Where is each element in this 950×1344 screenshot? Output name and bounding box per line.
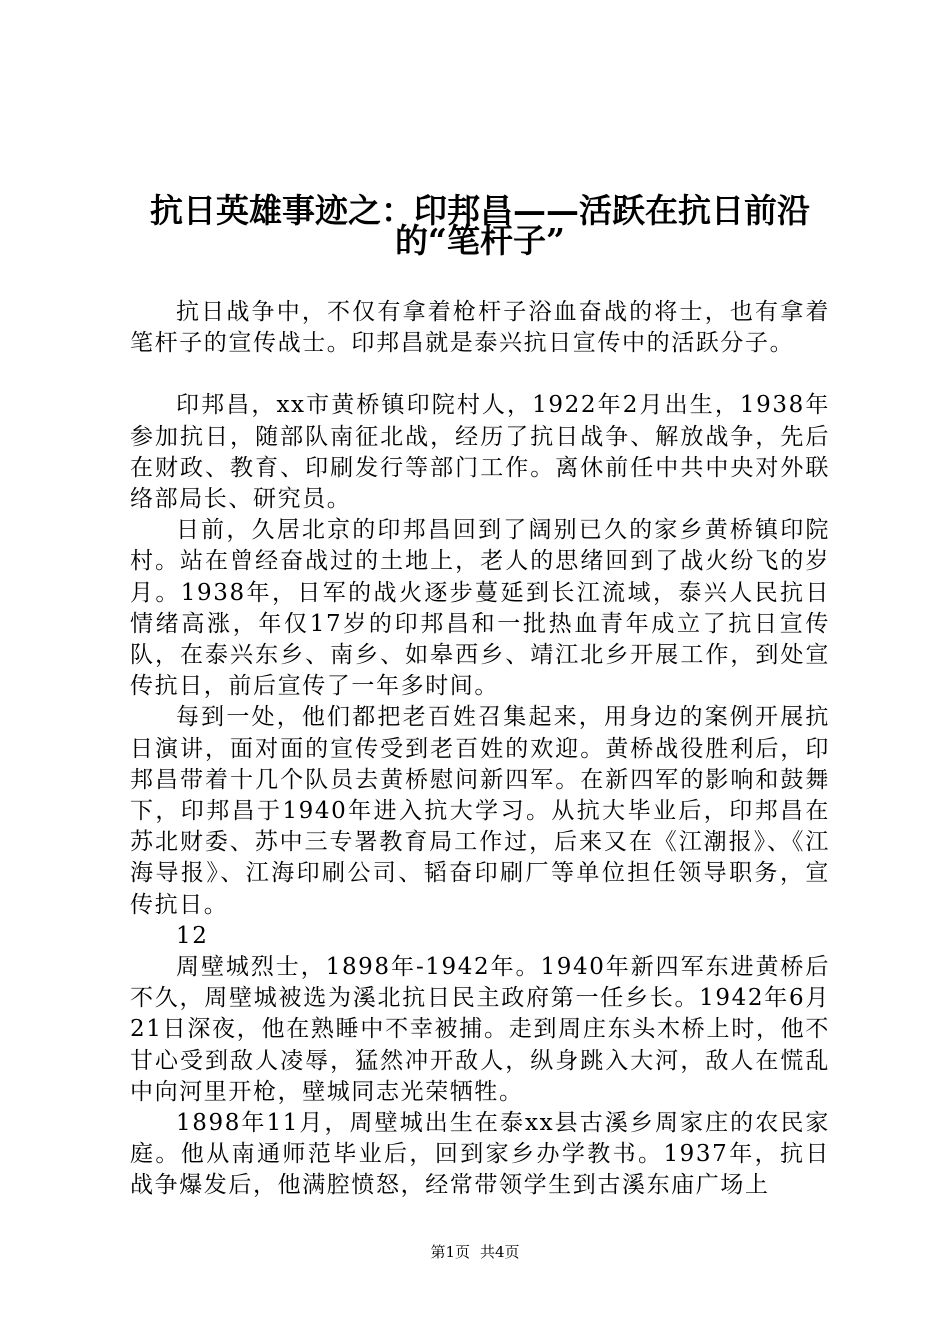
paragraph-zhou-bicheng-early-life: 1898年11月，周壁城出生在泰xx县古溪乡周家庄的农民家庭。他从南通师范毕业后，回到家乡办学教书。1937年，抗日战争爆发后，他满腔愤怒，经常带领学生到古溪东庙广场上 <box>130 1110 830 1199</box>
document-title-line-1: 抗日英雄事迹之：印邦昌——活跃在抗日前沿 <box>150 191 810 230</box>
paragraph-biography: 印邦昌，xx市黄桥镇印院村人，1922年2月出生，1938年参加抗日，随部队南征北战，经历了抗日战争、解放战争，先后在财政、教育、印刷发行等部门工作。离休前任中共中央对外联络部局长、研究员。 <box>130 392 830 513</box>
paragraph-zhou-bicheng: 周壁城烈士，1898年-1942年。1940年新四军东进黄桥后不久，周壁城被选为溪北抗日民主政府第一任乡长。1942年6月21日深夜，他在熟睡中不幸被捕。走到周庄东头木桥上时，他不甘心受到敌人凌辱，猛然冲开敌人，纵身跳入大河，敌人在慌乱中向河里开枪，壁城同志光荣牺牲。 <box>130 954 830 1105</box>
page-number-total: 共4页 <box>480 1243 520 1261</box>
page-number-current: 第1页 <box>430 1243 470 1261</box>
document-body <box>130 297 830 1202</box>
paragraph-propaganda-work: 每到一处，他们都把老百姓召集起来，用身边的案例开展抗日演讲，面对面的宣传受到老百姓的欢迎。黄桥战役胜利后，印邦昌带着十几个队员去黄桥慰问新四军。在新四军的影响和鼓舞下，印邦昌于1940年进入抗大学习。从抗大毕业后，印邦昌在苏北财委、苏中三专署教育局工作过，后来又在《江潮报》、《江海导报》、江海印刷公司、韬奋印刷厂等单位担任领导职务，宣传抗日。 <box>130 704 830 918</box>
paragraph-return-home: 日前，久居北京的印邦昌回到了阔别已久的家乡黄桥镇印院村。站在曾经奋战过的土地上，老人的思绪回到了战火纷飞的岁月。1938年，日军的战火逐步蔓延到长江流域，泰兴人民抗日情绪高涨，年仅17岁的印邦昌和一批热血青年成立了抗日宣传队，在泰兴东乡、南乡、如皋西乡、靖江北乡开展工作，到处宣传抗日，前后宣传了一年多时间。 <box>130 517 830 700</box>
document-title-line-2: 的“笔杆子” <box>395 221 565 260</box>
paragraph-separator-number: 12 <box>176 922 209 949</box>
paragraph-intro: 抗日战争中，不仅有拿着枪杆子浴血奋战的将士，也有拿着笔杆子的宣传战士。印邦昌就是泰兴抗日宣传中的活跃分子。 <box>130 299 830 357</box>
page-footer <box>0 1242 950 1262</box>
